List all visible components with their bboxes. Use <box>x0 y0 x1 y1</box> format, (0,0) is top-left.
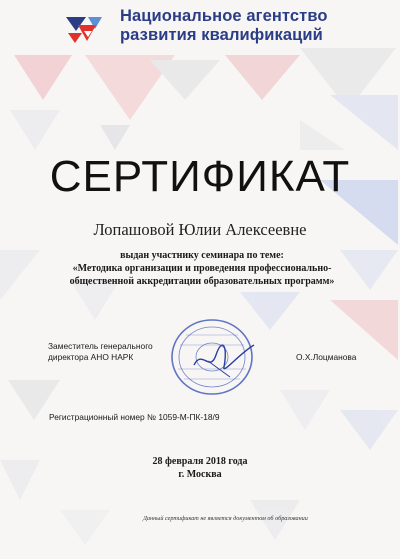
issue-date-block <box>0 455 400 481</box>
signer-name: О.Х.Лоцманова <box>296 352 357 362</box>
certificate-title: СЕРТИФИКАТ <box>49 152 351 201</box>
disclaimer-note: Данный сертификат не является документом об образовании <box>143 515 308 522</box>
agency-name-line1: Национальное агентство <box>120 7 328 25</box>
registration-number: Регистрационный номер № 1059-М-ПК-18/9 <box>49 412 220 422</box>
agency-name-line2: развития квалификаций <box>120 26 323 44</box>
signer-title <box>48 341 153 363</box>
issued-line: выдан участнику семинара по теме: <box>120 250 284 261</box>
recipient-name: Лопашовой Юлии Алексеевне <box>93 220 307 239</box>
signer-title-line2: директора АНО НАРК <box>48 352 134 362</box>
topic-line2: общественной аккредитации образовательных программ» <box>69 276 335 287</box>
seminar-description <box>40 249 364 288</box>
nark-logo-icon <box>64 13 104 45</box>
seal-stamp-icon <box>150 315 270 401</box>
issue-date: 28 февраля 2018 года <box>152 456 248 467</box>
agency-name <box>120 7 328 45</box>
issue-city: г. Москва <box>178 469 222 480</box>
topic-line1: «Методика организации и проведения профессионально- <box>72 263 332 274</box>
signer-title-line1: Заместитель генерального <box>48 341 153 351</box>
